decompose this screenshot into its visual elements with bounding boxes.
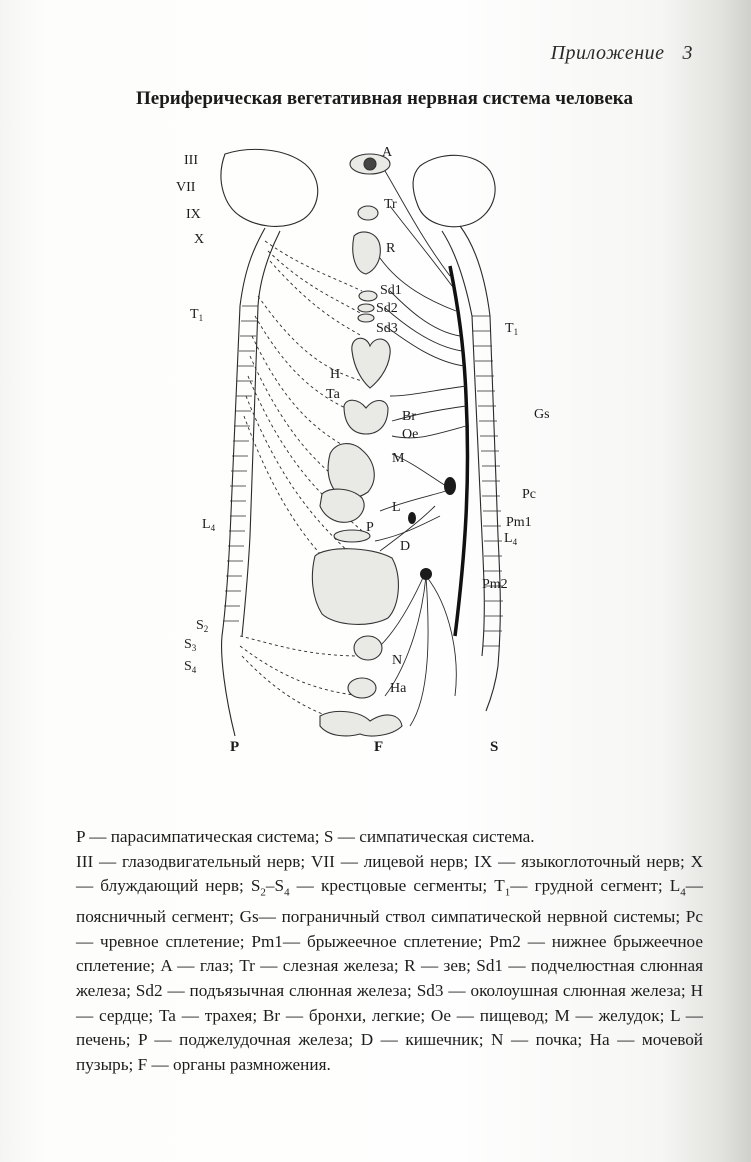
label-N: N [392, 653, 403, 668]
left-brain-shape [221, 149, 318, 226]
label-bottom-P: P [230, 739, 240, 755]
organ-sd2 [358, 304, 374, 312]
header-page-number: 3 [682, 42, 693, 64]
label-III: III [184, 153, 198, 168]
organ-reproductive [320, 711, 402, 736]
ganglia [408, 477, 456, 580]
label-IX: IX [186, 207, 201, 222]
label-S3: $S_3$ [184, 637, 197, 653]
header-section: Приложение [550, 42, 665, 64]
figure-legend [76, 825, 703, 1077]
label-T1-right: $T_1$ [505, 321, 519, 337]
label-Sd2: Sd2 [376, 301, 398, 316]
label-Pc: Pc [522, 487, 536, 502]
label-bottom-F: F [374, 739, 384, 755]
sympathetic-trunk [450, 266, 468, 636]
label-Tr: Tr [384, 197, 397, 212]
label-Sd3: Sd3 [376, 321, 398, 336]
organ-pharynx [353, 232, 381, 274]
right-spine-segments [472, 316, 503, 646]
organ-bladder [348, 678, 376, 698]
organ-kidney [354, 636, 382, 660]
organ-lacrimal-gland [358, 206, 378, 220]
label-A: A [382, 145, 393, 160]
label-X: X [194, 232, 205, 247]
label-L: L [392, 500, 401, 515]
label-T1-left: $T_1$ [190, 307, 204, 323]
label-Ha: Ha [390, 681, 407, 696]
running-header [551, 42, 693, 65]
label-M: M [392, 451, 405, 466]
label-D: D [400, 539, 411, 554]
label-R: R [386, 241, 396, 256]
legend-body: III — глазодвигательный нерв; VII — лицевой нерв; IX — языкоглоточный нерв; X — блуждающий нерв; $S_2-S_4$ — крестцовые сегменты; $T_1—$ грудной сегмент; $L_4—$ поясничный сегмент; Gs— пограничный ствол симпатической нервной системы; Pc — чревное сплетение; Pm1— брыжеечное сплетение; Pm2 — нижнее брыжеечное сплетение; A — глаз; Tr — слезная железа; R — зев; Sd1 — подчелюстная слюнная железа; Sd2 — подъязычная слюнная железа; Sd3 — околоушная слюнная железа; H — сердце; Ta — трахея; Br — бронхи, легкие; Oe — пищевод; M — желудок; L — печень; P — поджелудочная железа; D — кишечник; N — почка; Ha — мочевой пузырь; F — органы размножения. [76, 851, 703, 1074]
organ-sd1 [359, 291, 377, 301]
label-VII: VII [176, 180, 196, 195]
label-Oe: Oe [402, 427, 419, 442]
label-L4-right: $L_4$ [504, 531, 518, 547]
label-bottom-S: S [490, 739, 499, 755]
label-S2: $S_2$ [196, 618, 209, 634]
organ-heart [352, 338, 390, 388]
organ-lungs-bronchi [344, 400, 388, 434]
label-Pm2: Pm2 [482, 577, 508, 592]
nervous-system-diagram [130, 136, 610, 756]
label-Sd1: Sd1 [380, 283, 402, 298]
label-Gs: Gs [534, 407, 550, 422]
right-brain-shape [413, 155, 495, 226]
label-Br: Br [402, 409, 416, 424]
label-Ta: Ta [326, 387, 340, 402]
label-H: H [330, 367, 341, 382]
label-L4-left: $L_4$ [202, 517, 216, 533]
organ-sd3 [358, 314, 374, 322]
label-P: P [366, 520, 374, 535]
organ-intestines [312, 549, 398, 625]
organ-pancreas [334, 530, 370, 542]
label-Pm1: Pm1 [506, 515, 532, 530]
figure-title: Периферическая вегетативная нервная система человека [136, 88, 633, 109]
legend-line-systems: P — парасимпатическая система; S — симпатическая система. [76, 827, 535, 846]
organ-liver [320, 489, 364, 522]
label-S4: $S_4$ [184, 659, 197, 675]
